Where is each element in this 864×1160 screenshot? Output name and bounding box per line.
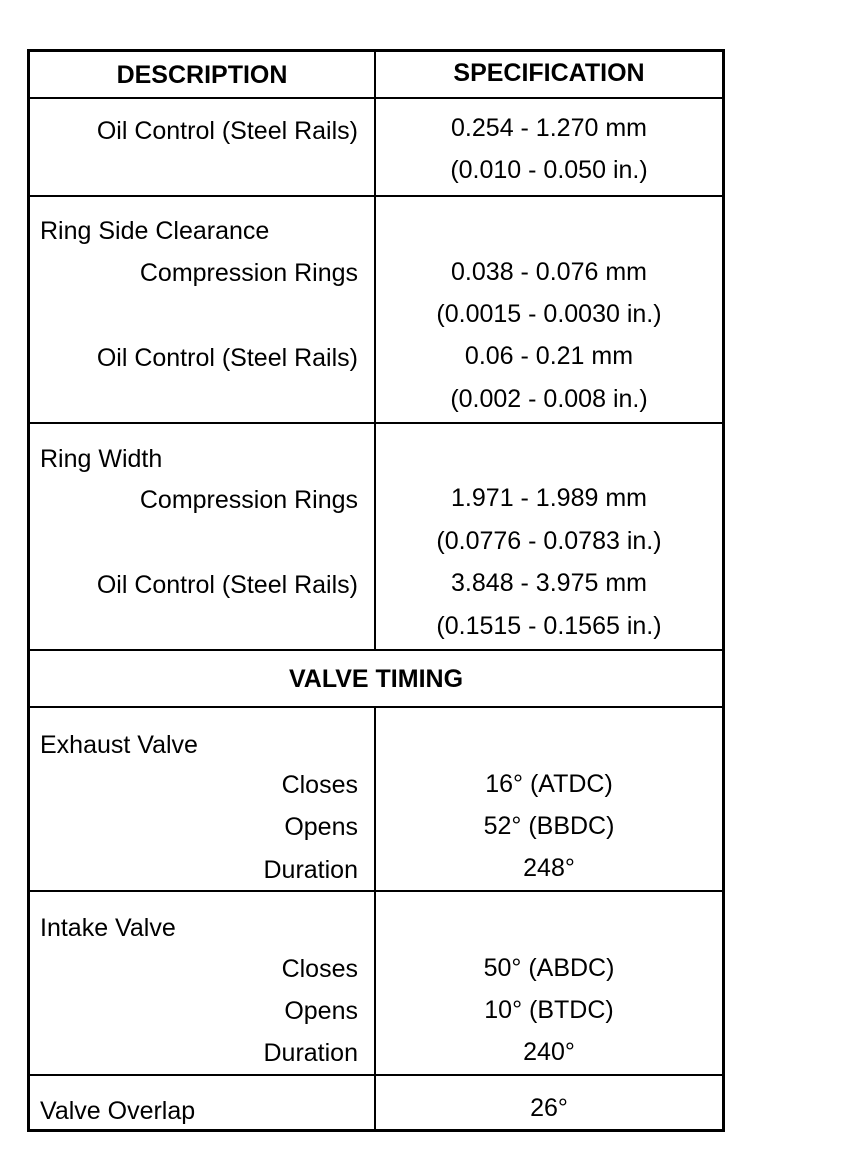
specification-cell [376,708,722,890]
header-specification: SPECIFICATION [453,59,645,87]
compression-in-value: (0.0015 - 0.0030 in.) [436,300,662,328]
specification-cell [376,424,722,649]
valve-timing-title: VALVE TIMING [288,665,464,693]
specification-cell [376,197,722,422]
description-cell [30,424,376,649]
header-description: DESCRIPTION [116,61,288,89]
valve-overlap-value: 26° [530,1094,568,1122]
header-description-cell [30,52,376,97]
oil-control-mm-value: 0.06 - 0.21 mm [464,342,634,370]
ring-width-title: Ring Width [40,445,163,473]
exhaust-valve-title: Exhaust Valve [40,731,198,759]
description-cell [30,99,376,195]
intake-valve-title: Intake Valve [40,914,176,942]
table-row-valve-overlap [30,1076,722,1129]
exhaust-duration-label: Duration [263,856,358,884]
table-header-row [30,52,722,99]
exhaust-closes-value: 16° (ATDC) [485,770,613,798]
intake-opens-label: Opens [284,997,358,1025]
intake-closes-value: 50° (ABDC) [483,954,615,982]
description-cell [30,892,376,1074]
oil-control-label: Oil Control (Steel Rails) [96,571,358,599]
exhaust-closes-label: Closes [281,771,358,799]
compression-rings-label: Compression Rings [139,486,358,514]
description-cell [30,1076,376,1129]
oil-control-label: Oil Control (Steel Rails) [96,344,358,372]
specification-cell [376,1076,722,1129]
exhaust-opens-label: Opens [284,813,358,841]
compression-mm-value: 1.971 - 1.989 mm [451,484,647,512]
header-specification-cell [376,52,722,97]
oil-control-in-value: (0.002 - 0.008 in.) [450,385,648,413]
exhaust-duration-value: 248° [523,854,575,882]
table-row-intake-valve [30,892,722,1076]
oil-control-in-value: (0.010 - 0.050 in.) [450,156,648,184]
compression-in-value: (0.0776 - 0.0783 in.) [436,527,662,555]
specification-cell [376,892,722,1074]
compression-rings-label: Compression Rings [139,259,358,287]
compression-mm-value: 0.038 - 0.076 mm [451,258,647,286]
valve-overlap-label: Valve Overlap [40,1097,196,1125]
description-cell [30,197,376,422]
specification-cell [376,99,722,195]
table-row-oil-control-gap [30,99,722,197]
valve-timing-header-row [30,651,722,708]
intake-opens-value: 10° (BTDC) [484,996,614,1024]
ring-side-clearance-title: Ring Side Clearance [40,217,270,245]
oil-control-in-value: (0.1515 - 0.1565 in.) [436,612,662,640]
table-row-ring-width [30,424,722,651]
oil-control-mm-value: 3.848 - 3.975 mm [451,569,647,597]
spec-table [27,49,725,1132]
exhaust-opens-value: 52° (BBDC) [483,812,615,840]
description-cell [30,708,376,890]
table-row-ring-side-clearance [30,197,722,424]
table-row-exhaust-valve [30,708,722,892]
intake-closes-label: Closes [281,955,358,983]
intake-duration-label: Duration [263,1039,358,1067]
intake-duration-value: 240° [523,1038,575,1066]
oil-control-mm-value: 0.254 - 1.270 mm [451,114,647,142]
oil-control-label: Oil Control (Steel Rails) [96,117,358,145]
